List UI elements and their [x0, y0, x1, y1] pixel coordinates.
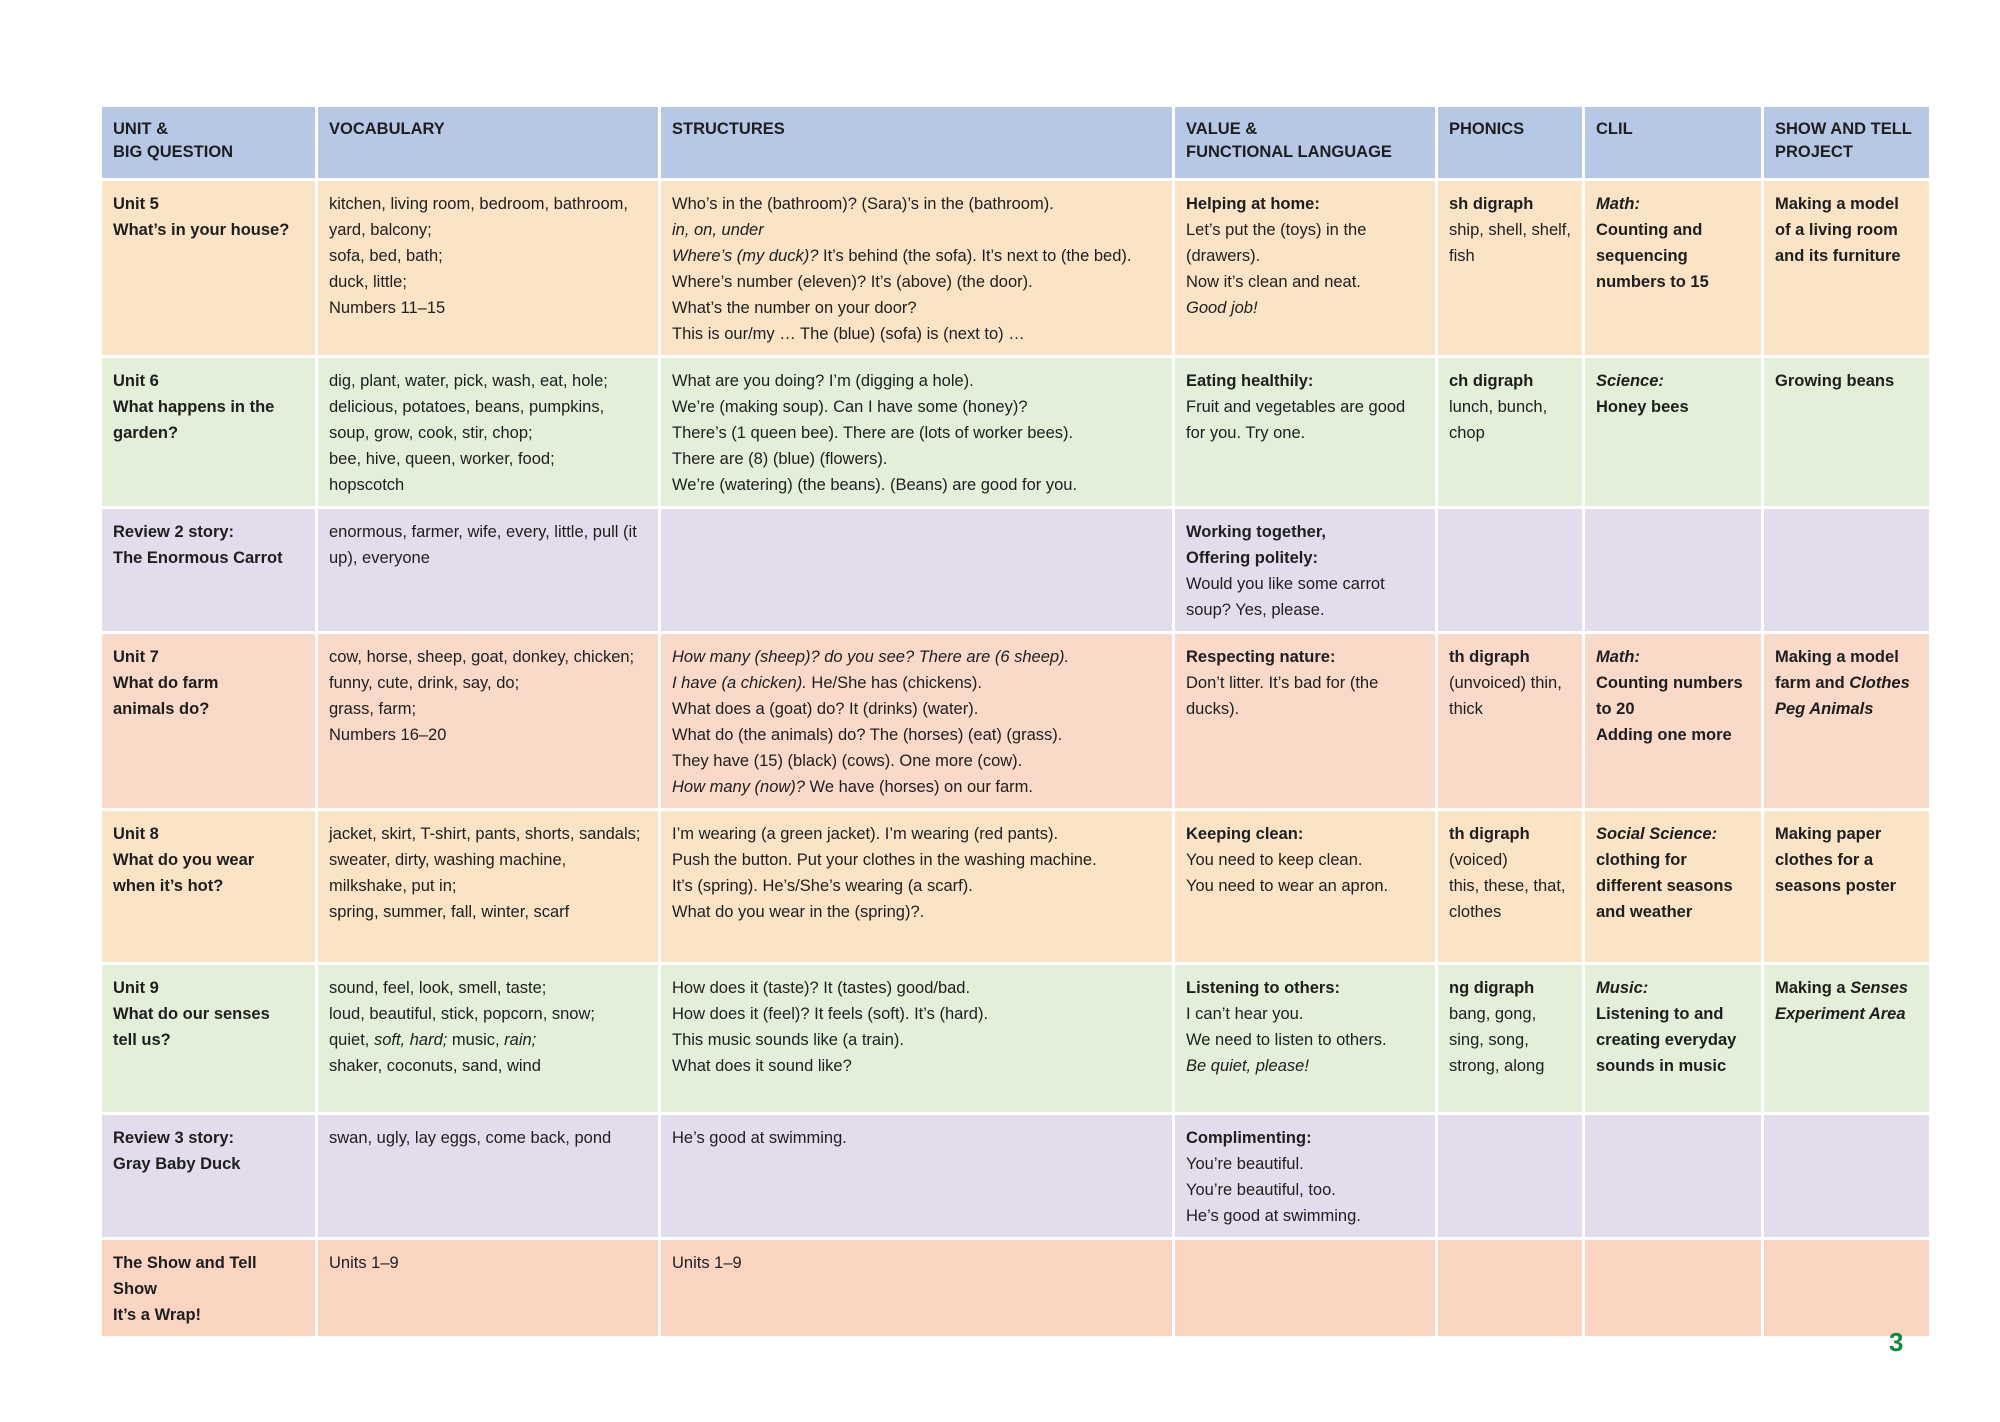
value-cell [1175, 1240, 1435, 1336]
header-value [1175, 107, 1435, 178]
structure-line: There are (8) (blue) (flowers). [672, 450, 888, 468]
vocab-line: grass, farm; [329, 700, 417, 718]
big-question: when it’s hot? [113, 877, 224, 895]
value-line: (drawers). [1186, 247, 1261, 265]
value-line: You’re beautiful. [1186, 1155, 1304, 1173]
unit-cell [102, 358, 315, 506]
clil-cell [1585, 965, 1761, 1112]
project-cell [1764, 1240, 1929, 1336]
project-line: Peg Animals [1775, 700, 1874, 718]
vocab-line [329, 1027, 647, 1053]
value-line: for you. Try one. [1186, 424, 1306, 442]
structure-line: It’s (spring). He’s/She’s wearing (a scarf). [672, 877, 973, 895]
project-italic: Clothes [1849, 674, 1910, 692]
structure-line: Who’s in the (bathroom)? (Sara)’s in the (bathroom). [672, 195, 1054, 213]
phonics-line: sing, song, [1449, 1031, 1529, 1049]
value-cell [1175, 634, 1435, 808]
vocab-line: yard, balcony; [329, 221, 432, 239]
value-line: Would you like some carrot [1186, 575, 1385, 593]
phonics-title: th digraph [1449, 825, 1530, 843]
phonics-title: ch digraph [1449, 372, 1534, 390]
phonics-line: chop [1449, 424, 1485, 442]
value-cell [1175, 965, 1435, 1112]
structures-cell [661, 1115, 1172, 1237]
phonics-cell [1438, 509, 1582, 631]
value-cell [1175, 358, 1435, 506]
clil-cell [1585, 1240, 1761, 1336]
phonics-line: ship, shell, shelf, [1449, 221, 1571, 239]
structure-line: What does a (goat) do? It (drinks) (water). [672, 700, 979, 718]
vocabulary-cell [318, 1240, 658, 1336]
vocab-line: loud, beautiful, stick, popcorn, snow; [329, 1005, 595, 1023]
value-cell [1175, 811, 1435, 962]
project-cell [1764, 965, 1929, 1112]
clil-cell [1585, 811, 1761, 962]
clil-cell [1585, 1115, 1761, 1237]
big-question: animals do? [113, 700, 210, 718]
project-line: clothes for a [1775, 851, 1874, 869]
structures-cell [661, 965, 1172, 1112]
phonics-cell [1438, 358, 1582, 506]
vocabulary-cell [318, 358, 658, 506]
project-line: Making a model [1775, 648, 1899, 666]
structure-line: Units 1–9 [672, 1254, 742, 1272]
structure-line [672, 243, 1161, 269]
phonics-line: thick [1449, 700, 1483, 718]
clil-subject: Math: [1596, 195, 1640, 213]
table-row [102, 181, 1929, 355]
structure-line: This music sounds like (a train). [672, 1031, 904, 1049]
project-text: Making a [1775, 979, 1851, 997]
value-line: Let’s put the (toys) in the [1186, 221, 1367, 239]
header-structures-label: STRUCTURES [672, 120, 785, 138]
clil-cell [1585, 509, 1761, 631]
vocab-line: bee, hive, queen, worker, food; [329, 450, 555, 468]
structures-cell [661, 811, 1172, 962]
vocab-line: hopscotch [329, 476, 405, 494]
project-line [1775, 975, 1918, 1001]
page-number: 3 [1889, 1327, 1904, 1357]
unit-label: Unit 5 [113, 195, 159, 213]
clil-line: Counting numbers [1596, 674, 1743, 692]
vocab-line: funny, cute, drink, say, do; [329, 674, 520, 692]
clil-subject: Social Science: [1596, 825, 1718, 843]
big-question: What do our senses [113, 1005, 270, 1023]
clil-subject: Math: [1596, 648, 1640, 666]
phonics-cell [1438, 965, 1582, 1112]
structure-line: He’s good at swimming. [672, 1129, 847, 1147]
big-question: garden? [113, 424, 179, 442]
table-row [102, 811, 1929, 962]
clil-cell [1585, 634, 1761, 808]
vocab-line: Numbers 11–15 [329, 299, 446, 317]
structure-line: They have (15) (black) (cows). One more (cow). [672, 752, 1023, 770]
structures-cell [661, 634, 1172, 808]
unit-cell [102, 811, 315, 962]
project-line [1775, 670, 1918, 696]
phonics-line: this, these, that, [1449, 877, 1566, 895]
header-value-line-1: VALUE & [1186, 120, 1258, 138]
story-title: It’s a Wrap! [113, 1306, 202, 1324]
vocabulary-cell [318, 509, 658, 631]
vocab-line: shaker, coconuts, sand, wind [329, 1057, 541, 1075]
clil-cell [1585, 181, 1761, 355]
structures-cell [661, 358, 1172, 506]
unit-label: Unit 6 [113, 372, 159, 390]
vocab-line: delicious, potatoes, beans, pumpkins, [329, 398, 605, 416]
vocab-line: kitchen, living room, bedroom, bathroom, [329, 195, 628, 213]
vocab-line: swan, ugly, lay eggs, come back, pond [329, 1129, 612, 1147]
structure-line: How many (sheep)? do you see? There are (6 sheep). [672, 648, 1070, 666]
value-line: Be quiet, please! [1186, 1057, 1309, 1075]
vocabulary-cell [318, 965, 658, 1112]
big-question: What do you wear [113, 851, 255, 869]
clil-line: sounds in music [1596, 1057, 1727, 1075]
unit-cell [102, 1115, 315, 1237]
header-unit-line-2: BIG QUESTION [113, 143, 234, 161]
structure-line: What does it sound like? [672, 1057, 852, 1075]
structure-line: We’re (making soup). Can I have some (honey)? [672, 398, 1028, 416]
unit-cell [102, 965, 315, 1112]
value-cell [1175, 509, 1435, 631]
big-question: What happens in the [113, 398, 275, 416]
table-row [102, 1115, 1929, 1237]
unit-cell [102, 634, 315, 808]
project-cell [1764, 811, 1929, 962]
vocabulary-cell [318, 181, 658, 355]
big-question: What’s in your house? [113, 221, 290, 239]
header-row [102, 107, 1929, 178]
scope-and-sequence-table [99, 104, 1932, 1339]
structure-line: What do you wear in the (spring)?. [672, 903, 925, 921]
vocab-line: dig, plant, water, pick, wash, eat, hole; [329, 372, 608, 390]
vocab-line: jacket, skirt, T-shirt, pants, shorts, sandals; [329, 825, 641, 843]
structure-italic: I have (a chicken). [672, 674, 807, 692]
structure-line: Push the button. Put your clothes in the washing machine. [672, 851, 1097, 869]
vocab-line: spring, summer, fall, winter, scarf [329, 903, 570, 921]
table-row [102, 509, 1929, 631]
structure-line [672, 670, 1161, 696]
value-line: You need to keep clean. [1186, 851, 1363, 869]
vocab-line: duck, little; [329, 273, 407, 291]
project-line: of a living room [1775, 221, 1898, 239]
structure-text: It’s behind (the sofa). It’s next to (the bed). [818, 247, 1132, 265]
structure-line [672, 774, 1161, 800]
structures-cell [661, 181, 1172, 355]
vocabulary-cell [318, 811, 658, 962]
phonics-line: bang, gong, [1449, 1005, 1537, 1023]
vocab-line: soup, grow, cook, stir, chop; [329, 424, 533, 442]
phonics-cell [1438, 1240, 1582, 1336]
project-line: Making paper [1775, 825, 1882, 843]
vocab-italic: soft, hard; [373, 1031, 448, 1049]
header-phonics [1438, 107, 1582, 178]
value-line: We need to listen to others. [1186, 1031, 1387, 1049]
structures-cell [661, 509, 1172, 631]
header-project [1764, 107, 1929, 178]
structure-text: He/She has (chickens). [806, 674, 982, 692]
clil-line: creating everyday [1596, 1031, 1737, 1049]
header-phonics-label: PHONICS [1449, 120, 1525, 138]
table-row [102, 358, 1929, 506]
unit-label: Review 2 story: [113, 523, 235, 541]
project-italic: Senses [1850, 979, 1908, 997]
header-structures [661, 107, 1172, 178]
value-cell [1175, 1115, 1435, 1237]
story-title: The Enormous Carrot [113, 549, 283, 567]
phonics-line: lunch, bunch, [1449, 398, 1548, 416]
vocabulary-cell [318, 634, 658, 808]
structure-line: in, on, under [672, 221, 764, 239]
clil-line: sequencing [1596, 247, 1688, 265]
clil-line: Listening to and [1596, 1005, 1724, 1023]
header-value-line-2: FUNCTIONAL LANGUAGE [1186, 143, 1392, 161]
project-cell [1764, 358, 1929, 506]
value-cell [1175, 181, 1435, 355]
project-line: Experiment Area [1775, 1005, 1906, 1023]
table-row [102, 965, 1929, 1112]
project-cell [1764, 1115, 1929, 1237]
vocabulary-cell [318, 1115, 658, 1237]
phonics-line: (voiced) [1449, 851, 1508, 869]
phonics-title: th digraph [1449, 648, 1530, 666]
big-question: tell us? [113, 1031, 171, 1049]
vocab-line: sofa, bed, bath; [329, 247, 443, 265]
structures-cell [661, 1240, 1172, 1336]
clil-line: Counting and [1596, 221, 1703, 239]
structure-line: What’s the number on your door? [672, 299, 917, 317]
vocab-line: Numbers 16–20 [329, 726, 447, 744]
value-line: You’re beautiful, too. [1186, 1181, 1336, 1199]
phonics-line: clothes [1449, 903, 1502, 921]
header-clil [1585, 107, 1761, 178]
value-line: Don’t litter. It’s bad for (the [1186, 674, 1379, 692]
project-text: farm and [1775, 674, 1850, 692]
structure-italic: Where’s (my duck)? [672, 247, 819, 265]
value-title: Offering politely: [1186, 549, 1318, 567]
clil-subject: Science: [1596, 372, 1664, 390]
vocab-line: cow, horse, sheep, goat, donkey, chicken; [329, 648, 635, 666]
value-line: Good job! [1186, 299, 1258, 317]
phonics-line: strong, along [1449, 1057, 1545, 1075]
header-project-line-2: PROJECT [1775, 143, 1853, 161]
clil-subject: Music: [1596, 979, 1649, 997]
header-vocabulary-label: VOCABULARY [329, 120, 445, 138]
phonics-title: ng digraph [1449, 979, 1535, 997]
big-question: What do farm [113, 674, 219, 692]
structure-line: How does it (feel)? It feels (soft). It’s (hard). [672, 1005, 989, 1023]
project-line: Growing beans [1775, 372, 1895, 390]
phonics-cell [1438, 634, 1582, 808]
value-line: ducks). [1186, 700, 1240, 718]
value-title: Keeping clean: [1186, 825, 1304, 843]
structure-line: There’s (1 queen bee). There are (lots of worker bees). [672, 424, 1074, 442]
header-vocabulary [318, 107, 658, 178]
phonics-title: sh digraph [1449, 195, 1534, 213]
clil-line: clothing for [1596, 851, 1687, 869]
clil-line: Honey bees [1596, 398, 1689, 416]
structure-line: Where’s number (eleven)? It’s (above) (the door). [672, 273, 1033, 291]
header-unit-line-1: UNIT & [113, 120, 168, 138]
value-line: Now it’s clean and neat. [1186, 273, 1361, 291]
structure-line: I’m wearing (a green jacket). I’m wearing (red pants). [672, 825, 1059, 843]
header-unit [102, 107, 315, 178]
clil-line: numbers to 15 [1596, 273, 1709, 291]
structure-line: What do (the animals) do? The (horses) (eat) (grass). [672, 726, 1063, 744]
vocab-line: sweater, dirty, washing machine, [329, 851, 567, 869]
value-line: You need to wear an apron. [1186, 877, 1389, 895]
unit-cell [102, 1240, 315, 1336]
value-line: Fruit and vegetables are good [1186, 398, 1406, 416]
unit-label: Review 3 story: [113, 1129, 235, 1147]
value-title: Listening to others: [1186, 979, 1340, 997]
value-title: Eating healthily: [1186, 372, 1314, 390]
project-line: seasons poster [1775, 877, 1897, 895]
table-row [102, 634, 1929, 808]
header-clil-label: CLIL [1596, 120, 1633, 138]
structure-line: What are you doing? I’m (digging a hole). [672, 372, 974, 390]
project-line: and its furniture [1775, 247, 1901, 265]
vocab-line: up), everyone [329, 549, 430, 567]
project-cell [1764, 181, 1929, 355]
structure-line: How does it (taste)? It (tastes) good/bad. [672, 979, 971, 997]
vocab-line: milkshake, put in; [329, 877, 457, 895]
value-title: Working together, [1186, 523, 1326, 541]
unit-label: Unit 7 [113, 648, 159, 666]
vocab-text: quiet, [329, 1031, 374, 1049]
structure-line: This is our/my … The (blue) (sofa) is (next to) … [672, 325, 1025, 343]
phonics-cell [1438, 811, 1582, 962]
unit-cell [102, 509, 315, 631]
unit-label: Unit 8 [113, 825, 159, 843]
vocab-italic: rain; [504, 1031, 537, 1049]
value-line: soup? Yes, please. [1186, 601, 1325, 619]
clil-cell [1585, 358, 1761, 506]
phonics-cell [1438, 181, 1582, 355]
value-line: He’s good at swimming. [1186, 1207, 1361, 1225]
structure-line: We’re (watering) (the beans). (Beans) are good for you. [672, 476, 1078, 494]
table-row [102, 1240, 1929, 1336]
clil-line: and weather [1596, 903, 1693, 921]
project-cell [1764, 634, 1929, 808]
project-cell [1764, 509, 1929, 631]
phonics-cell [1438, 1115, 1582, 1237]
vocab-text: music, [447, 1031, 505, 1049]
unit-cell [102, 181, 315, 355]
structure-italic: How many (now)? [672, 778, 805, 796]
structure-text: We have (horses) on our farm. [804, 778, 1034, 796]
value-title: Helping at home: [1186, 195, 1320, 213]
clil-line: to 20 [1596, 700, 1635, 718]
project-line: Making a model [1775, 195, 1899, 213]
story-title: Gray Baby Duck [113, 1155, 241, 1173]
phonics-line: (unvoiced) thin, [1449, 674, 1562, 692]
vocab-line: enormous, farmer, wife, every, little, pull (it [329, 523, 637, 541]
header-project-line-1: SHOW AND TELL [1775, 120, 1912, 138]
vocab-line: Units 1–9 [329, 1254, 399, 1272]
value-title: Respecting nature: [1186, 648, 1336, 666]
phonics-line: fish [1449, 247, 1475, 265]
clil-line: different seasons [1596, 877, 1733, 895]
unit-label: The Show and Tell Show [113, 1254, 257, 1298]
unit-label: Unit 9 [113, 979, 159, 997]
clil-line: Adding one more [1596, 726, 1732, 744]
value-title: Complimenting: [1186, 1129, 1312, 1147]
value-line: I can’t hear you. [1186, 1005, 1304, 1023]
vocab-line: sound, feel, look, smell, taste; [329, 979, 547, 997]
